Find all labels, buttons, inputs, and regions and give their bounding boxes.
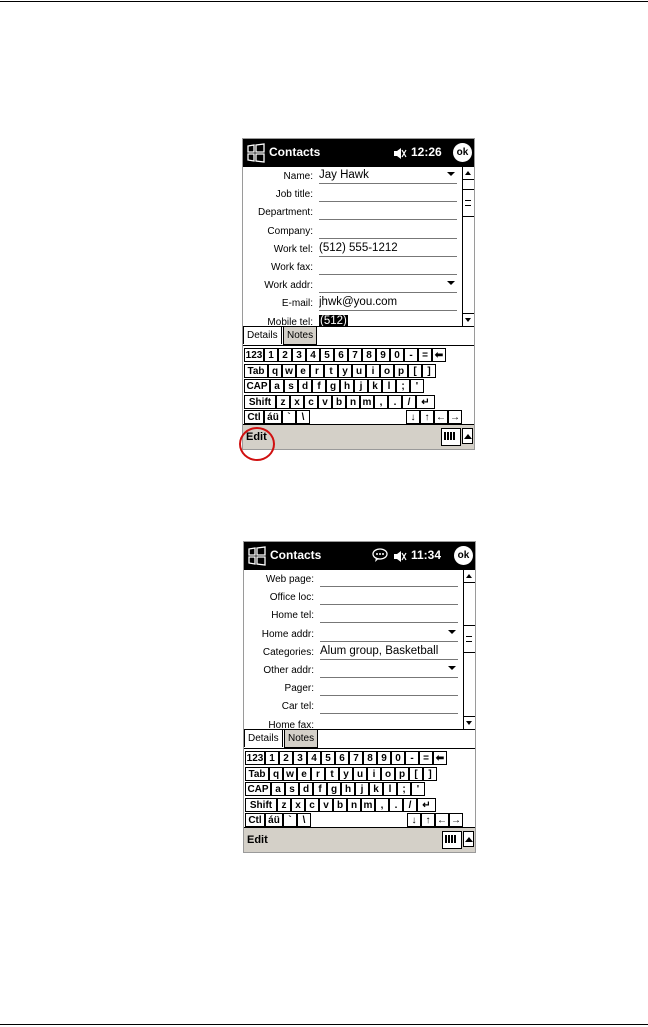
field-row[interactable] bbox=[244, 717, 462, 730]
field-row[interactable] bbox=[244, 680, 462, 698]
key[interactable]: ` bbox=[283, 813, 297, 827]
key[interactable]: o bbox=[380, 364, 394, 378]
scroll-down-icon[interactable] bbox=[464, 716, 475, 729]
key[interactable]: 6 bbox=[334, 348, 348, 362]
key[interactable]: 7 bbox=[348, 348, 362, 362]
app-title: Contacts bbox=[270, 548, 322, 562]
field-input[interactable] bbox=[319, 295, 457, 311]
key[interactable]: Ctl bbox=[245, 813, 265, 827]
menu-bar bbox=[243, 425, 474, 449]
key[interactable]: → bbox=[450, 412, 460, 423]
key[interactable]: w bbox=[283, 767, 297, 781]
soft-keyboard bbox=[243, 346, 474, 425]
key[interactable]: v bbox=[318, 395, 332, 409]
field-row[interactable] bbox=[243, 241, 461, 259]
key[interactable]: 123 bbox=[245, 350, 263, 361]
key[interactable]: 123 bbox=[246, 753, 264, 764]
edit-menu[interactable]: Edit bbox=[247, 834, 268, 846]
field-label: Pager: bbox=[284, 683, 314, 695]
key[interactable]: , bbox=[375, 798, 389, 812]
field-value: (512) bbox=[320, 314, 347, 327]
vertical-scrollbar[interactable] bbox=[462, 167, 474, 326]
field-row[interactable] bbox=[243, 204, 461, 222]
key[interactable]: 0 bbox=[390, 348, 404, 362]
field-row[interactable] bbox=[244, 571, 462, 589]
dropdown-arrow-icon[interactable] bbox=[448, 630, 456, 634]
speaker-icon[interactable] bbox=[393, 550, 407, 563]
field-label: Home addr: bbox=[261, 628, 314, 640]
field-row[interactable] bbox=[244, 626, 462, 644]
field-row[interactable] bbox=[244, 662, 462, 680]
field-value: Jay Hawk bbox=[319, 169, 369, 181]
field-input[interactable] bbox=[319, 241, 457, 257]
key[interactable]: 2 bbox=[279, 751, 293, 765]
field-input[interactable] bbox=[319, 259, 457, 275]
field-label: Department: bbox=[257, 207, 313, 219]
keyboard-row bbox=[243, 410, 474, 425]
field-row[interactable] bbox=[243, 168, 461, 186]
key[interactable]: g bbox=[326, 379, 340, 393]
keyboard-row bbox=[244, 767, 475, 782]
field-label: Office loc: bbox=[269, 592, 314, 604]
field-input[interactable] bbox=[319, 168, 457, 184]
tab-strip bbox=[243, 327, 474, 346]
field-value: Alum group, Basketball bbox=[320, 644, 439, 657]
keyboard-row bbox=[244, 798, 475, 813]
key[interactable]: \ bbox=[297, 813, 311, 827]
key[interactable]: z bbox=[276, 395, 290, 409]
key[interactable]: 6 bbox=[335, 751, 349, 765]
key[interactable]: ← bbox=[437, 815, 447, 826]
key[interactable]: p bbox=[395, 767, 409, 781]
field-row[interactable] bbox=[243, 259, 461, 277]
key[interactable]: m bbox=[361, 798, 375, 812]
key[interactable]: l bbox=[382, 379, 396, 393]
clock[interactable]: 11:34 bbox=[411, 548, 442, 562]
key[interactable]: d bbox=[299, 782, 313, 796]
top-rule bbox=[0, 1, 648, 2]
dropdown-arrow-icon[interactable] bbox=[447, 281, 455, 285]
key[interactable]: 5 bbox=[321, 751, 335, 765]
keyboard-row bbox=[243, 395, 474, 410]
key[interactable]: j bbox=[354, 379, 368, 393]
key[interactable]: ↓ bbox=[407, 813, 421, 827]
key[interactable]: i bbox=[366, 364, 380, 378]
key[interactable]: l bbox=[383, 782, 397, 796]
key[interactable]: . bbox=[388, 395, 402, 409]
key[interactable]: j bbox=[355, 782, 369, 796]
field-label: Name: bbox=[283, 171, 313, 182]
key[interactable]: x bbox=[290, 395, 304, 409]
key[interactable]: m bbox=[360, 395, 374, 409]
windows-start-icon[interactable] bbox=[246, 545, 268, 567]
field-input[interactable] bbox=[319, 223, 457, 239]
key[interactable]: 1 bbox=[264, 348, 278, 362]
key[interactable]: z bbox=[277, 798, 291, 812]
key[interactable]: ↑ bbox=[421, 813, 435, 827]
key[interactable]: ↵ bbox=[416, 395, 435, 409]
field-input[interactable] bbox=[319, 186, 457, 202]
key[interactable]: b bbox=[333, 798, 347, 812]
key[interactable]: → bbox=[451, 815, 461, 826]
key[interactable]: áü bbox=[264, 410, 282, 424]
ok-button[interactable]: ok bbox=[453, 143, 472, 162]
key[interactable]: ↵ bbox=[417, 798, 436, 812]
key[interactable]: f bbox=[312, 379, 326, 393]
ok-button[interactable]: ok bbox=[454, 546, 473, 565]
field-row[interactable] bbox=[243, 314, 461, 327]
key[interactable]: q bbox=[269, 767, 283, 781]
field-input[interactable] bbox=[320, 680, 458, 696]
key[interactable]: CAP bbox=[245, 782, 271, 796]
key[interactable]: ⬅ bbox=[433, 751, 447, 765]
key[interactable]: ← bbox=[436, 412, 446, 423]
key[interactable]: 1 bbox=[265, 751, 279, 765]
field-row[interactable] bbox=[243, 277, 461, 295]
field-row[interactable] bbox=[244, 644, 462, 662]
field-label: Categories: bbox=[262, 646, 314, 658]
key[interactable]: h bbox=[340, 379, 354, 393]
key[interactable]: r bbox=[311, 767, 325, 781]
key[interactable]: 4 bbox=[306, 348, 320, 362]
key[interactable]: [ bbox=[409, 767, 423, 781]
menu-bar bbox=[244, 828, 475, 852]
key[interactable]: d bbox=[298, 379, 312, 393]
field-label: Web page: bbox=[265, 574, 314, 585]
field-input[interactable] bbox=[319, 277, 457, 293]
tab-details[interactable]: Details bbox=[243, 327, 282, 344]
pocketpc-screen-2 bbox=[244, 542, 475, 852]
key[interactable]: Ctl bbox=[244, 410, 264, 424]
keyboard-row bbox=[243, 348, 474, 363]
key[interactable]: e bbox=[296, 364, 310, 378]
key[interactable]: o bbox=[381, 767, 395, 781]
field-input[interactable] bbox=[319, 204, 457, 220]
field-input[interactable] bbox=[320, 698, 458, 714]
keyboard-icon[interactable] bbox=[442, 831, 462, 849]
field-input[interactable] bbox=[320, 589, 458, 605]
key[interactable]: a bbox=[271, 782, 285, 796]
field-row[interactable] bbox=[243, 186, 461, 204]
key[interactable]: n bbox=[346, 395, 360, 409]
field-input[interactable] bbox=[320, 644, 458, 660]
keyboard-icon[interactable] bbox=[441, 428, 461, 446]
field-label: Company: bbox=[267, 225, 313, 237]
field-value: jhwk@you.com bbox=[319, 296, 398, 309]
scroll-thumb[interactable] bbox=[464, 625, 475, 653]
field-row[interactable] bbox=[243, 295, 461, 313]
key[interactable]: - bbox=[404, 348, 418, 362]
soft-keyboard bbox=[244, 749, 475, 828]
key[interactable]: ↑ bbox=[420, 410, 434, 424]
key[interactable]: 9 bbox=[376, 348, 390, 362]
key[interactable]: ' bbox=[410, 379, 424, 393]
key[interactable]: ` bbox=[282, 410, 296, 424]
contact-form bbox=[244, 570, 475, 730]
field-label: Car tel: bbox=[281, 701, 314, 713]
title-bar bbox=[243, 139, 474, 167]
pocketpc-screen-1 bbox=[243, 139, 474, 449]
key[interactable]: / bbox=[402, 395, 416, 409]
key[interactable]: áü bbox=[265, 813, 283, 827]
key[interactable]: 2 bbox=[278, 348, 292, 362]
title-bar bbox=[244, 542, 475, 570]
scroll-thumb[interactable] bbox=[463, 189, 474, 217]
dropdown-arrow-icon[interactable] bbox=[448, 666, 456, 670]
key[interactable]: c bbox=[304, 395, 318, 409]
field-input[interactable] bbox=[320, 607, 458, 623]
highlight-circle bbox=[239, 427, 275, 461]
scroll-up-icon[interactable] bbox=[464, 570, 475, 583]
field-label: Home tel: bbox=[271, 610, 314, 622]
field-label: Home fax: bbox=[268, 719, 314, 730]
key[interactable]: Tab bbox=[245, 767, 269, 781]
key[interactable]: s bbox=[284, 379, 298, 393]
field-value: (512) 555-1212 bbox=[319, 241, 398, 254]
keyboard-row bbox=[244, 782, 475, 797]
key[interactable]: - bbox=[405, 751, 419, 765]
field-input[interactable] bbox=[320, 571, 458, 587]
keyboard-row bbox=[243, 379, 474, 394]
input-panel-arrow-icon[interactable] bbox=[463, 831, 474, 847]
field-row[interactable] bbox=[244, 589, 462, 607]
key[interactable]: 3 bbox=[292, 348, 306, 362]
message-icon[interactable] bbox=[372, 548, 388, 563]
field-label: Mobile tel: bbox=[267, 316, 313, 327]
key[interactable]: r bbox=[310, 364, 324, 378]
key[interactable]: Shift bbox=[245, 798, 277, 812]
key[interactable]: ⬅ bbox=[432, 348, 446, 362]
input-panel-arrow-icon[interactable] bbox=[462, 428, 473, 444]
key[interactable]: . bbox=[389, 798, 403, 812]
app-title: Contacts bbox=[269, 145, 321, 159]
field-row[interactable] bbox=[244, 698, 462, 716]
key[interactable]: [ bbox=[408, 364, 422, 378]
key[interactable]: i bbox=[367, 767, 381, 781]
dropdown-arrow-icon[interactable] bbox=[447, 172, 455, 176]
key[interactable]: v bbox=[319, 798, 333, 812]
key[interactable]: t bbox=[325, 767, 339, 781]
key[interactable]: s bbox=[285, 782, 299, 796]
key[interactable]: x bbox=[291, 798, 305, 812]
speaker-icon[interactable] bbox=[393, 147, 407, 160]
keyboard-row bbox=[244, 813, 475, 828]
tab-notes[interactable]: Notes bbox=[283, 327, 317, 345]
scroll-down-icon[interactable] bbox=[463, 313, 474, 326]
key[interactable]: f bbox=[313, 782, 327, 796]
key[interactable]: ' bbox=[411, 782, 425, 796]
tab-notes[interactable]: Notes bbox=[284, 730, 318, 748]
key[interactable]: ; bbox=[397, 782, 411, 796]
key[interactable]: e bbox=[297, 767, 311, 781]
scroll-up-icon[interactable] bbox=[463, 167, 474, 180]
tab-details[interactable]: Details bbox=[244, 730, 283, 747]
field-label: Job title: bbox=[275, 189, 313, 201]
keyboard-row bbox=[244, 751, 475, 766]
key[interactable]: ] bbox=[423, 767, 437, 781]
key[interactable]: Shift bbox=[244, 395, 276, 409]
field-label: Work addr: bbox=[264, 280, 313, 292]
key[interactable]: = bbox=[418, 348, 432, 362]
key[interactable]: 5 bbox=[320, 348, 334, 362]
windows-start-icon[interactable] bbox=[245, 142, 267, 164]
clock[interactable]: 12:26 bbox=[411, 145, 442, 159]
field-input[interactable] bbox=[319, 314, 457, 327]
key[interactable]: Tab bbox=[244, 364, 268, 378]
key[interactable]: 9 bbox=[377, 751, 391, 765]
key[interactable]: \ bbox=[296, 410, 310, 424]
key[interactable]: c bbox=[305, 798, 319, 812]
key[interactable]: 7 bbox=[349, 751, 363, 765]
key[interactable]: 8 bbox=[363, 751, 377, 765]
key[interactable]: / bbox=[403, 798, 417, 812]
field-label: E-mail: bbox=[281, 298, 313, 310]
keyboard-row bbox=[243, 364, 474, 379]
key[interactable]: t bbox=[324, 364, 338, 378]
bottom-rule bbox=[0, 1024, 648, 1025]
key[interactable]: b bbox=[332, 395, 346, 409]
field-input[interactable] bbox=[320, 662, 458, 678]
key[interactable]: k bbox=[368, 379, 382, 393]
key[interactable]: CAP bbox=[244, 379, 270, 393]
field-row[interactable] bbox=[243, 223, 461, 241]
key[interactable]: = bbox=[419, 751, 433, 765]
key[interactable]: 0 bbox=[391, 751, 405, 765]
field-label: Work fax: bbox=[270, 262, 313, 273]
key[interactable]: w bbox=[282, 364, 296, 378]
key[interactable]: g bbox=[327, 782, 341, 796]
contact-form bbox=[243, 167, 474, 327]
vertical-scrollbar[interactable] bbox=[463, 570, 475, 729]
key[interactable]: u bbox=[352, 364, 366, 378]
key[interactable]: n bbox=[347, 798, 361, 812]
key[interactable]: 3 bbox=[293, 751, 307, 765]
key[interactable]: u bbox=[353, 767, 367, 781]
key[interactable]: k bbox=[369, 782, 383, 796]
key[interactable]: 4 bbox=[307, 751, 321, 765]
key[interactable]: ↓ bbox=[406, 410, 420, 424]
key[interactable]: ] bbox=[422, 364, 436, 378]
key[interactable]: , bbox=[374, 395, 388, 409]
key[interactable]: ; bbox=[396, 379, 410, 393]
key[interactable]: q bbox=[268, 364, 282, 378]
field-input[interactable] bbox=[320, 626, 458, 642]
field-label: Work tel: bbox=[273, 243, 313, 255]
key[interactable]: y bbox=[339, 767, 353, 781]
edit-menu[interactable]: Edit bbox=[246, 431, 267, 443]
key[interactable]: p bbox=[394, 364, 408, 378]
key[interactable]: y bbox=[338, 364, 352, 378]
key[interactable]: h bbox=[341, 782, 355, 796]
field-label: Other addr: bbox=[263, 665, 314, 676]
key[interactable]: 8 bbox=[362, 348, 376, 362]
tab-strip bbox=[244, 730, 475, 749]
field-input[interactable] bbox=[320, 717, 458, 730]
field-row[interactable] bbox=[244, 607, 462, 625]
key[interactable]: a bbox=[270, 379, 284, 393]
